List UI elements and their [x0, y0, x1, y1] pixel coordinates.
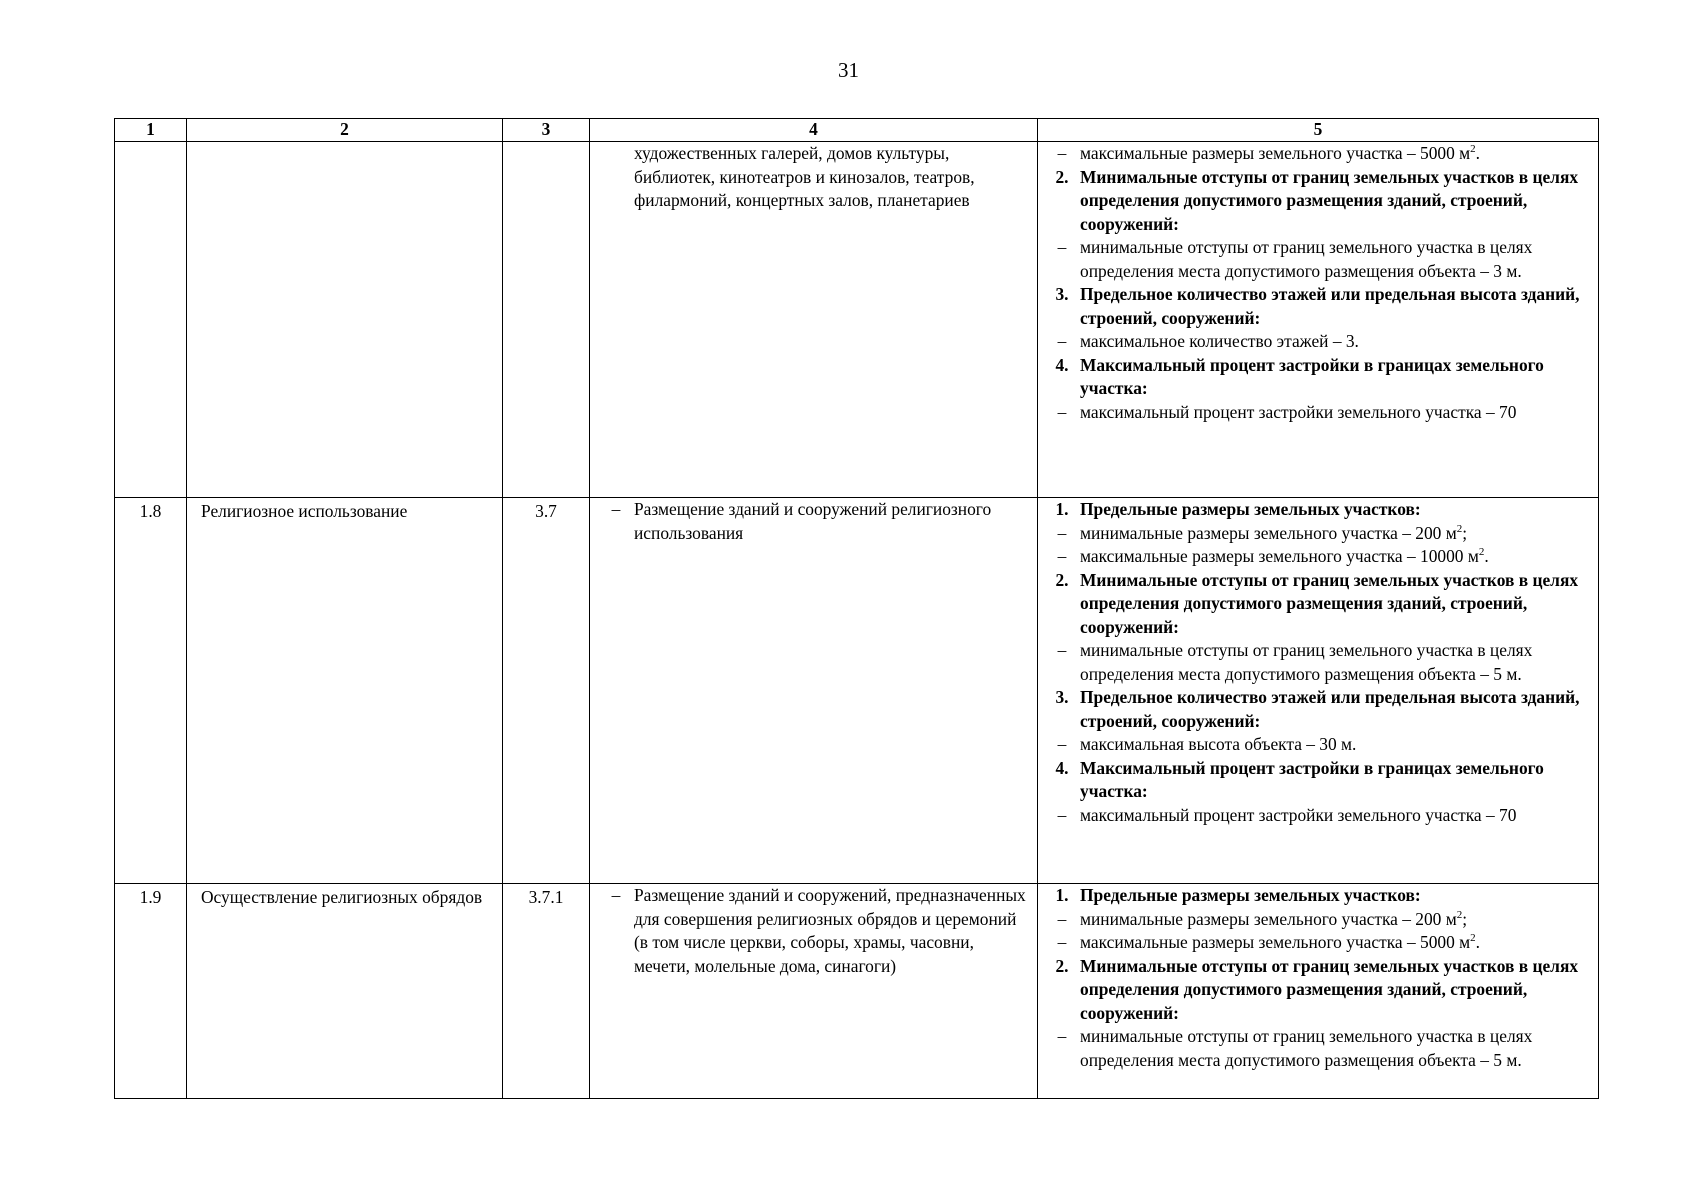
parameter-item [1044, 401, 1586, 425]
parameter-marker: 2. [1055, 166, 1069, 187]
parameter-marker: – [1057, 401, 1067, 422]
description-marker [598, 142, 634, 213]
parameter-heading [1044, 569, 1586, 640]
column-header-row [115, 119, 1599, 142]
parameter-text: минимальные отступы от границ земельного участка в целях определения места допустимого размещения объекта – 5 м. [1080, 1026, 1533, 1070]
parameter-marker: 2. [1055, 955, 1069, 976]
parameter-marker: 4. [1055, 354, 1069, 375]
parameter-item [1044, 1025, 1586, 1072]
parameter-marker: 2. [1055, 569, 1069, 590]
table-row [115, 884, 1599, 1099]
parameter-item [1044, 639, 1586, 686]
parameter-text: максимальное количество этажей – 3. [1080, 331, 1359, 351]
parameter-heading [1044, 757, 1586, 804]
parameter-marker: 4. [1055, 757, 1069, 778]
use-type-code: 3.7.1 [503, 884, 590, 1099]
parameters-cell [1038, 142, 1599, 498]
parameter-text: Минимальные отступы от границ земельных участков в целях определения допустимого размещения зданий, строений, сооружений: [1080, 569, 1579, 637]
column-header: 1 [115, 119, 187, 142]
parameter-text: Предельные размеры земельных участков: [1080, 885, 1421, 905]
parameter-text: максимальный процент застройки земельного участка – 70 [1080, 804, 1517, 825]
parameter-text: максимальные размеры земельного участка – 5000 $м^2$. [1080, 932, 1480, 952]
parameter-marker: – [1057, 804, 1067, 825]
column-header: 2 [187, 119, 503, 142]
parameter-text: минимальные отступы от границ земельного участка в целях определения места допустимого размещения объекта – 3 м. [1080, 237, 1533, 281]
table-row [115, 142, 1599, 498]
parameter-heading [1044, 283, 1586, 330]
description-paragraph [598, 884, 1027, 978]
parameter-text: максимальный процент застройки земельного участка – 70 [1080, 401, 1517, 422]
superscript: 2 [1456, 522, 1463, 535]
use-description [590, 498, 1038, 884]
description-marker: – [611, 885, 621, 905]
parameters-cell [1038, 884, 1599, 1099]
parameter-marker: – [1057, 546, 1067, 566]
parameter-text: Минимальные отступы от границ земельных участков в целях определения допустимого размещения зданий, строений, сооружений: [1080, 166, 1579, 234]
description-paragraph [598, 498, 1027, 545]
row-number: 1.8 [115, 498, 187, 884]
parameter-heading [1044, 166, 1586, 237]
land-use-regulations-table [114, 118, 1599, 1099]
parameter-marker: – [1057, 1026, 1067, 1046]
parameter-text: Предельное количество этажей или предельная высота зданий, строений, сооружений: [1080, 284, 1580, 328]
use-description [590, 884, 1038, 1099]
parameter-marker: 3. [1055, 687, 1069, 707]
parameter-marker: 1. [1055, 499, 1069, 519]
parameter-marker: – [1057, 640, 1067, 660]
description-marker: – [611, 499, 621, 519]
parameter-marker: – [1057, 237, 1067, 257]
use-description [590, 142, 1038, 498]
parameter-text: минимальные размеры земельного участка – 200 $м^2$; [1080, 908, 1468, 929]
parameter-text: минимальные отступы от границ земельного участка в целях определения места допустимого размещения объекта – 5 м. [1080, 640, 1533, 684]
parameter-marker: – [1057, 908, 1067, 929]
table-row [115, 498, 1599, 884]
parameter-item [1044, 142, 1586, 166]
superscript: 2 [1456, 908, 1463, 921]
parameter-text: Предельное количество этажей или предельная высота зданий, строений, сооружений: [1080, 687, 1580, 731]
description-paragraph [598, 142, 1027, 213]
parameter-text: Предельные размеры земельных участков: [1080, 499, 1421, 519]
superscript: 2 [1470, 143, 1476, 156]
parameter-text: Минимальные отступы от границ земельных участков в целях определения допустимого размещения зданий, строений, сооружений: [1080, 955, 1579, 1023]
parameter-heading [1044, 884, 1586, 908]
use-type-code: 3.7 [503, 498, 590, 884]
parameter-item [1044, 931, 1586, 955]
parameter-item [1044, 733, 1586, 757]
parameter-marker: – [1057, 143, 1067, 163]
column-header: 5 [1038, 119, 1599, 142]
parameter-marker: – [1057, 522, 1067, 543]
parameter-marker: 1. [1055, 885, 1069, 905]
description-text: Размещение зданий и сооружений, предназначенных для совершения религиозных обрядов и церемоний (в том числе церкви, соборы, храмы, часовни, мечети, молельные дома, синагоги) [634, 885, 1026, 976]
parameter-text: максимальные размеры земельного участка – 5000 $м^2$. [1080, 143, 1480, 163]
parameter-heading [1044, 955, 1586, 1026]
column-header: 4 [590, 119, 1038, 142]
use-type-name: Осуществление религиозных обрядов [187, 884, 503, 1099]
description-text: художественных галерей, домов культуры, библиотек, кинотеатров и кинозалов, театров, филармоний, концертных залов, планетариев [634, 143, 975, 210]
parameter-heading [1044, 498, 1586, 522]
parameter-heading [1044, 354, 1586, 401]
parameter-text: Максимальный процент застройки в границах земельного участка: [1080, 757, 1544, 801]
parameter-text: максимальная высота объекта – 30 м. [1080, 734, 1357, 754]
parameter-text: минимальные размеры земельного участка – 200 $м^2$; [1080, 522, 1468, 543]
parameter-item [1044, 908, 1586, 932]
parameter-marker: 3. [1055, 284, 1069, 304]
column-header: 3 [503, 119, 590, 142]
parameter-item [1044, 330, 1586, 354]
use-type-name [187, 142, 503, 498]
parameter-marker: – [1057, 734, 1067, 754]
parameter-item [1044, 804, 1586, 828]
row-number [115, 142, 187, 498]
parameter-text: Максимальный процент застройки в границах земельного участка: [1080, 354, 1544, 398]
parameter-item [1044, 236, 1586, 283]
parameter-marker: – [1057, 932, 1067, 952]
parameter-item [1044, 545, 1586, 569]
parameter-marker: – [1057, 331, 1067, 351]
row-number: 1.9 [115, 884, 187, 1099]
parameter-heading [1044, 686, 1586, 733]
superscript: 2 [1470, 932, 1476, 945]
use-type-name: Религиозное использование [187, 498, 503, 884]
superscript: 2 [1478, 546, 1485, 559]
description-text: Размещение зданий и сооружений религиозного использования [634, 499, 992, 543]
parameter-text: максимальные размеры земельного участка – 10000 $м^2$. [1080, 546, 1489, 566]
page-number: 31 [838, 58, 859, 82]
parameters-cell [1038, 498, 1599, 884]
use-type-code [503, 142, 590, 498]
parameter-item [1044, 522, 1586, 546]
